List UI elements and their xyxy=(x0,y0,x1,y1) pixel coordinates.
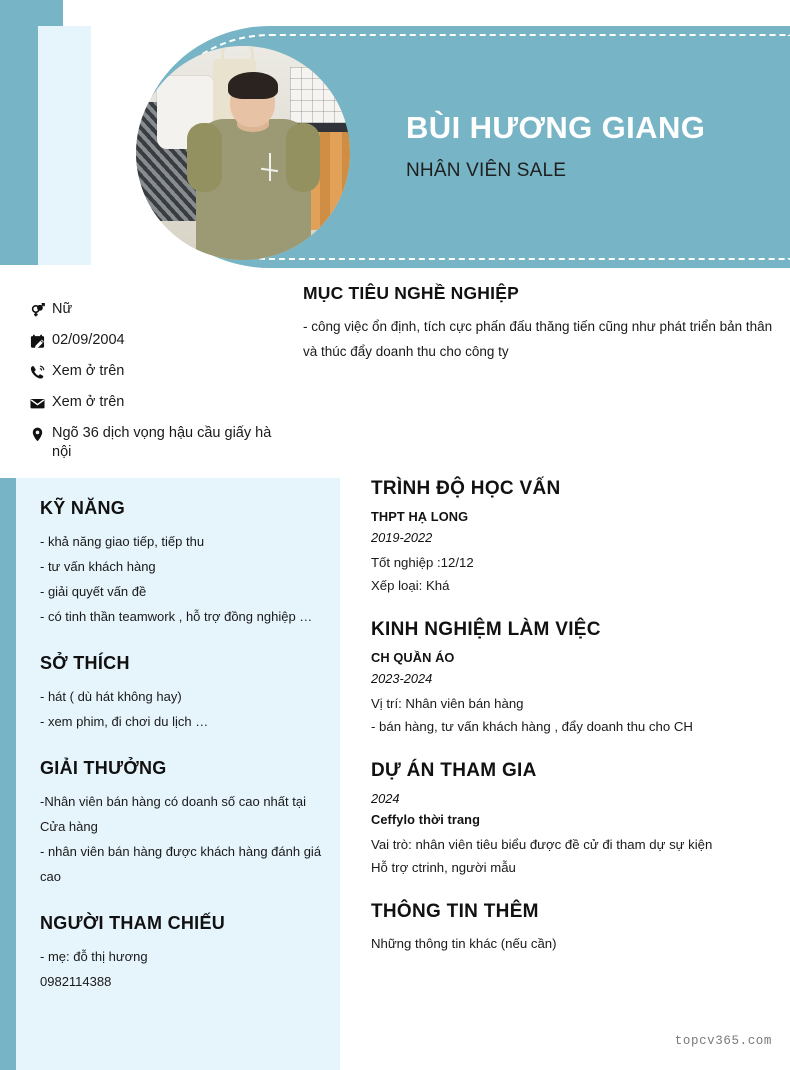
objective-title: MỤC TIÊU NGHỀ NGHIỆP xyxy=(303,283,519,303)
main-content xyxy=(371,478,781,977)
contact-item-address xyxy=(30,424,290,462)
sidebar-heading-interests: SỞ THÍCH xyxy=(40,653,130,673)
contact-address-text: Ngõ 36 dịch vọng hậu cầu giấy hà nội xyxy=(52,425,272,460)
experience-org: CH QUẦN ÁO xyxy=(371,650,455,665)
contact-item-gender xyxy=(30,300,290,319)
section-additional xyxy=(371,901,781,955)
avatar-person-hair xyxy=(228,72,278,100)
projects-date: 2024 xyxy=(371,791,400,806)
avatar-grid-shelf xyxy=(290,67,346,131)
experience-line: - bán hàng, tư vấn khách hàng , đẩy doanh thu cho CH xyxy=(371,719,693,734)
section-projects xyxy=(371,760,781,879)
section-education xyxy=(371,478,781,597)
contact-item-birthdate xyxy=(30,331,290,350)
calendar-icon xyxy=(30,332,52,350)
sidebar-heading-references: NGƯỜI THAM CHIẾU xyxy=(40,913,226,933)
contact-item-phone[interactable] xyxy=(30,362,290,381)
contact-birthdate-text: 02/09/2004 xyxy=(52,332,125,348)
education-org: THPT HẠ LONG xyxy=(371,509,469,524)
site-watermark: topcv365.com xyxy=(674,1034,772,1048)
interests-item: - hát ( dù hát không hay) xyxy=(40,689,182,704)
sidebar-panel xyxy=(16,478,340,1070)
awards-item: -Nhân viên bán hàng có doanh số cao nhất tại Cửa hàng xyxy=(40,794,306,834)
projects-line: Hỗ trợ ctrinh, người mẫu xyxy=(371,860,516,875)
sidebar-heading-skills: KỸ NĂNG xyxy=(40,498,126,518)
contact-info xyxy=(30,300,290,474)
sidebar-heading-awards: GIẢI THƯỞNG xyxy=(40,758,167,778)
experience-date: 2023-2024 xyxy=(371,671,433,686)
email-icon xyxy=(30,394,52,412)
sidebar-accent-bar xyxy=(0,478,16,1070)
location-icon xyxy=(30,425,52,443)
education-line: Xếp loại: Khá xyxy=(371,578,450,593)
phone-icon xyxy=(30,363,52,381)
skills-item: - tư vấn khách hàng xyxy=(40,559,156,574)
avatar-person-sleeve-left xyxy=(187,123,221,191)
references-item: - mẹ: đỗ thị hương xyxy=(40,949,148,964)
decor-bar-lightblue-top xyxy=(38,26,91,265)
education-line: Tốt nghiệp :12/12 xyxy=(371,555,474,570)
interests-item: - xem phim, đi chơi du lịch … xyxy=(40,714,209,729)
contact-gender-text: Nữ xyxy=(52,301,73,317)
references-item: 0982114388 xyxy=(40,974,112,989)
skills-item: - giải quyết vấn đề xyxy=(40,584,147,599)
experience-title: KINH NGHIỆM LÀM VIỆC xyxy=(371,619,601,640)
projects-title: DỰ ÁN THAM GIA xyxy=(371,760,537,781)
additional-line: Những thông tin khác (nếu cần) xyxy=(371,936,557,951)
avatar-shirt-logo-icon xyxy=(260,153,279,181)
education-date: 2019-2022 xyxy=(371,530,433,545)
contact-item-email[interactable] xyxy=(30,393,290,412)
objective-body: - công việc ổn định, tích cực phấn đấu thăng tiến cũng như phát triển bản thân và thúc đẩy doanh thu cho công ty xyxy=(303,319,773,359)
additional-title: THÔNG TIN THÊM xyxy=(371,901,539,922)
contact-phone-text: Xem ở trên xyxy=(52,363,125,379)
avatar-image xyxy=(136,46,350,260)
gender-icon xyxy=(30,301,52,319)
objective-section xyxy=(303,283,773,364)
awards-item: - nhân viên bán hàng được khách hàng đánh giá cao xyxy=(40,844,322,884)
contact-email-text: Xem ở trên xyxy=(52,394,125,410)
avatar-person-sleeve-right xyxy=(286,123,320,191)
skills-item: - khả năng giao tiếp, tiếp thu xyxy=(40,534,205,549)
projects-org: Ceffylo thời trang xyxy=(371,812,481,827)
experience-line: Vị trí: Nhân viên bán hàng xyxy=(371,696,524,711)
skills-item: - có tinh thần teamwork , hỗ trợ đồng nghiệp … xyxy=(40,609,313,624)
section-experience xyxy=(371,619,781,738)
education-title: TRÌNH ĐỘ HỌC VẤN xyxy=(371,478,561,499)
avatar xyxy=(136,46,350,260)
projects-line: Vai trò: nhân viên tiêu biểu được đề cử đi tham dự sự kiện xyxy=(371,837,713,852)
candidate-role: NHÂN VIÊN SALE xyxy=(406,160,567,181)
candidate-name: BÙI HƯƠNG GIANG xyxy=(406,110,706,145)
